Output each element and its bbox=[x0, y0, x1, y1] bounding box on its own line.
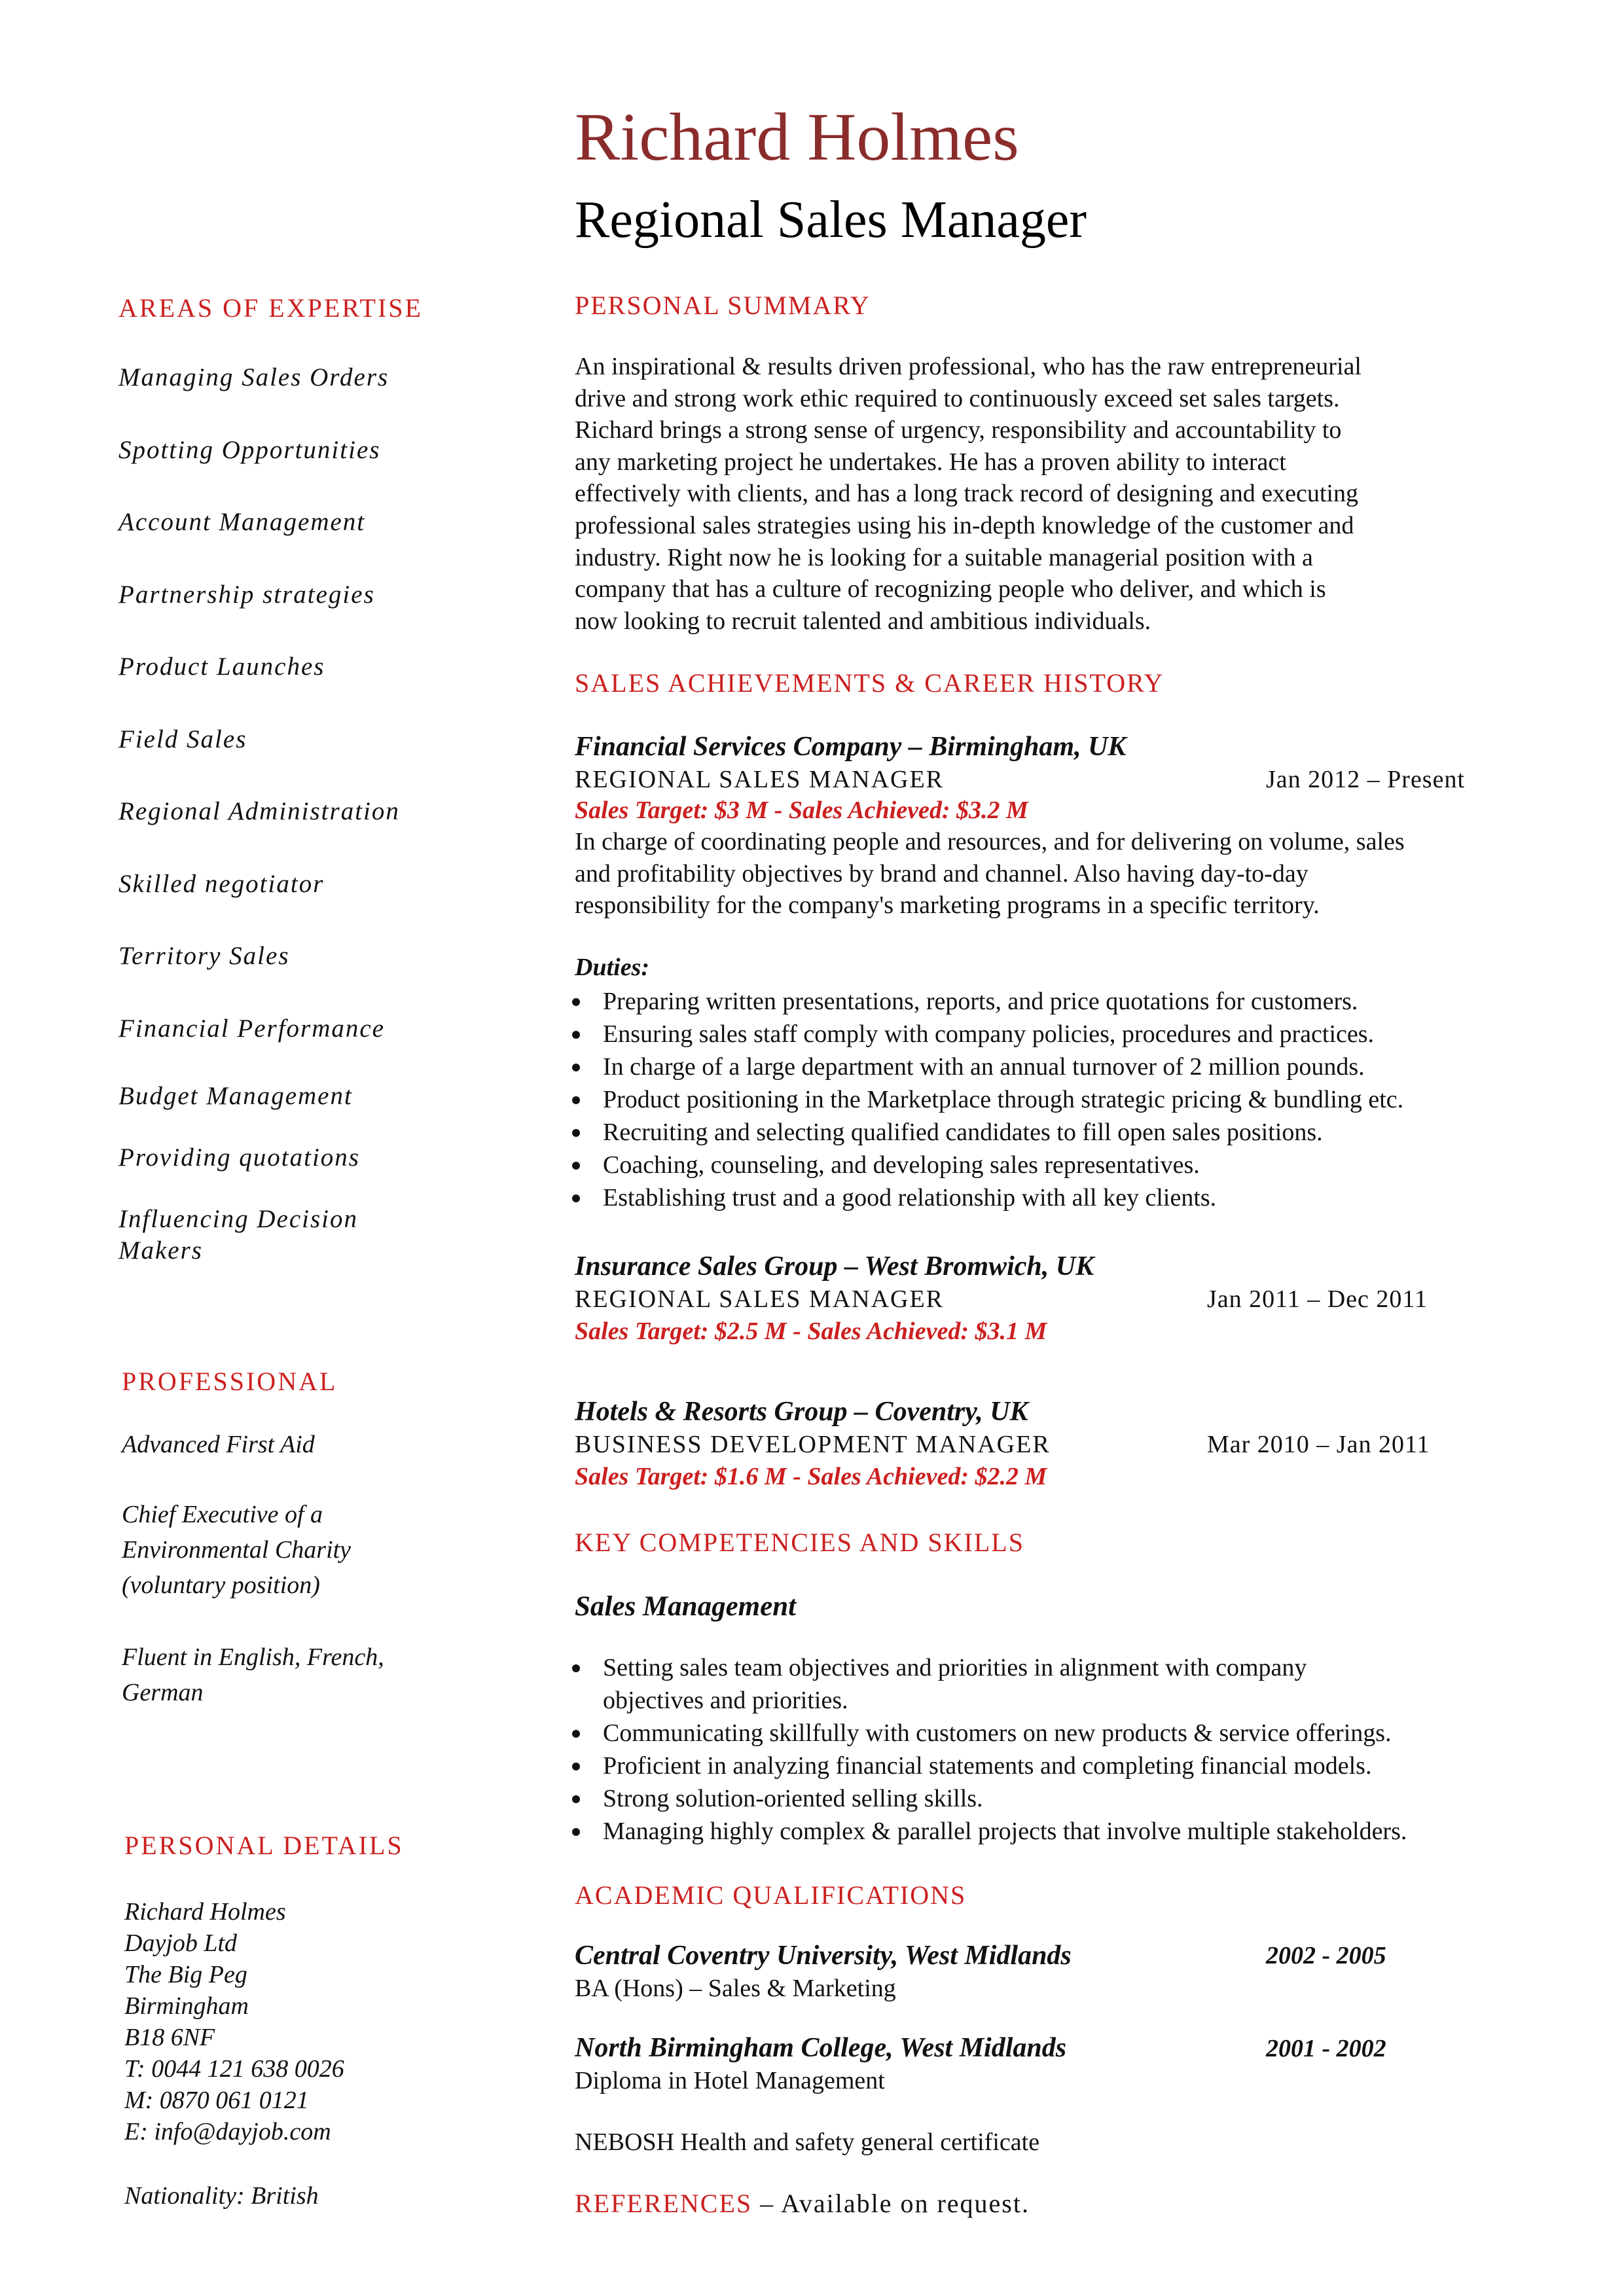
sales-target: Sales Target: $1.6 M - Sales Achieved: $2.2 M bbox=[575, 1463, 1047, 1490]
list-item: Managing highly complex & parallel projects that involve multiple stakeholders. bbox=[569, 1815, 1407, 1848]
nationality: Nationality: British bbox=[124, 2182, 319, 2210]
list-item: Establishing trust and a good relationship with all key clients. bbox=[569, 1181, 1403, 1214]
duties-list bbox=[569, 985, 1403, 1214]
bullet-icon bbox=[572, 998, 580, 1006]
duties-heading: Duties: bbox=[575, 954, 649, 981]
expertise-item: Managing Sales Orders bbox=[118, 363, 389, 391]
job-role: REGIONAL SALES MANAGER bbox=[575, 1285, 945, 1313]
professional-languages: Fluent in English, French, German bbox=[122, 1643, 384, 1706]
bullet-icon bbox=[572, 1828, 580, 1836]
bullet-icon bbox=[572, 1194, 580, 1202]
expertise-item: Product Launches bbox=[118, 653, 325, 681]
education-award: BA (Hons) – Sales & Marketing bbox=[575, 1975, 896, 2002]
expertise-item: Budget Management bbox=[118, 1082, 353, 1110]
job-dates: Mar 2010 – Jan 2011 bbox=[1207, 1431, 1430, 1458]
bullet-icon bbox=[572, 1730, 580, 1738]
job-role: REGIONAL SALES MANAGER bbox=[575, 766, 945, 793]
references-text: – Available on request. bbox=[752, 2189, 1030, 2218]
skills-list bbox=[569, 1651, 1407, 1848]
education-years: 2001 - 2002 bbox=[1266, 2035, 1386, 2062]
list-item: Recruiting and selecting qualified candidates to fill open sales positions. bbox=[569, 1116, 1403, 1149]
personal-details: Richard Holmes Dayjob Ltd The Big Peg Birmingham B18 6NF T: 0044 121 638 0026 M: 0870 061 0121 E: info@dayjob.com bbox=[124, 1898, 344, 2145]
job-description: In charge of coordinating people and resources, and for delivering on volume, sales and profitability objectives by brand and channel. Also having day-to-day responsibility for the company's marketing programs in a specific territory. bbox=[575, 828, 1405, 920]
list-item: Communicating skillfully with customers on new products & service offerings. bbox=[569, 1717, 1407, 1749]
job-company: Insurance Sales Group – West Bromwich, UK bbox=[575, 1251, 1094, 1282]
professional-charity: Chief Executive of a Environmental Charity (voluntary position) bbox=[122, 1501, 352, 1599]
bullet-icon bbox=[572, 1064, 580, 1071]
education-award: Diploma in Hotel Management bbox=[575, 2067, 885, 2094]
references-line bbox=[575, 2188, 1030, 2219]
education-school: Central Coventry University, West Midlands bbox=[575, 1941, 1072, 1971]
skills-heading: KEY COMPETENCIES AND SKILLS bbox=[575, 1528, 1024, 1557]
expertise-heading: AREAS OF EXPERTISE bbox=[118, 293, 423, 323]
job-dates: Jan 2012 – Present bbox=[1266, 766, 1466, 793]
expertise-item: Influencing Decision bbox=[118, 1205, 358, 1233]
skills-subheading: Sales Management bbox=[575, 1591, 797, 1622]
bullet-icon bbox=[572, 1763, 580, 1770]
expertise-item: Account Management bbox=[118, 508, 366, 536]
bullet-icon bbox=[572, 1795, 580, 1803]
summary-paragraph: An inspirational & results driven professional, who has the raw entrepreneurial drive and strong work ethic required to continuously exceed set sales targets. Richard brings a strong sense of urgency, responsibility and accountability to any marketing project he undertakes. He has a proven ability to interact effectively with clients, and has a long track record of designing and executing professional sales strategies using his in-depth knowledge of the customer and industry. Right now he is looking for a suitable managerial position with a company that has a culture of recognizing people who deliver, and which is now looking to recruit talented and ambitious individuals. bbox=[575, 353, 1362, 635]
bullet-icon bbox=[572, 1031, 580, 1039]
professional-first-aid: Advanced First Aid bbox=[122, 1431, 315, 1458]
sales-target: Sales Target: $2.5 M - Sales Achieved: $3.1 M bbox=[575, 1318, 1047, 1345]
summary-heading: PERSONAL SUMMARY bbox=[575, 291, 871, 320]
job-company: Hotels & Resorts Group – Coventry, UK bbox=[575, 1397, 1028, 1427]
expertise-item: Regional Administration bbox=[118, 797, 400, 825]
bullet-icon bbox=[572, 1129, 580, 1137]
expertise-item: Providing quotations bbox=[118, 1143, 360, 1172]
expertise-item: Territory Sales bbox=[118, 942, 290, 970]
job-company: Financial Services Company – Birmingham, UK bbox=[575, 732, 1127, 762]
candidate-name: Richard Holmes bbox=[575, 99, 1019, 175]
references-label: REFERENCES bbox=[575, 2189, 753, 2218]
candidate-title: Regional Sales Manager bbox=[575, 191, 1087, 249]
list-item: Product positioning in the Marketplace through strategic pricing & bundling etc. bbox=[569, 1083, 1403, 1116]
bullet-icon bbox=[572, 1664, 580, 1672]
expertise-item: Skilled negotiator bbox=[118, 870, 325, 898]
bullet-icon bbox=[572, 1096, 580, 1104]
personal-details-heading: PERSONAL DETAILS bbox=[124, 1831, 404, 1860]
list-item: Preparing written presentations, reports, and price quotations for customers. bbox=[569, 985, 1403, 1018]
professional-heading: PROFESSIONAL bbox=[122, 1367, 338, 1396]
list-item: Setting sales team objectives and priorities in alignment with company objectives and priorities. bbox=[569, 1651, 1407, 1717]
career-heading: SALES ACHIEVEMENTS & CAREER HISTORY bbox=[575, 668, 1164, 698]
job-dates: Jan 2011 – Dec 2011 bbox=[1207, 1285, 1428, 1313]
bullet-icon bbox=[572, 1162, 580, 1170]
education-school: North Birmingham College, West Midlands bbox=[575, 2033, 1067, 2063]
list-item: Strong solution-oriented selling skills. bbox=[569, 1782, 1407, 1815]
list-item: In charge of a large department with an annual turnover of 2 million pounds. bbox=[569, 1050, 1403, 1083]
certificate: NEBOSH Health and safety general certificate bbox=[575, 2128, 1040, 2156]
sales-target: Sales Target: $3 M - Sales Achieved: $3.2 M bbox=[575, 797, 1028, 824]
list-item: Ensuring sales staff comply with company policies, procedures and practices. bbox=[569, 1018, 1403, 1050]
expertise-item: Partnership strategies bbox=[118, 581, 375, 609]
list-item: Proficient in analyzing financial statements and completing financial models. bbox=[569, 1749, 1407, 1782]
academic-heading: ACADEMIC QUALIFICATIONS bbox=[575, 1880, 967, 1910]
expertise-item: Financial Performance bbox=[118, 1014, 385, 1043]
job-role: BUSINESS DEVELOPMENT MANAGER bbox=[575, 1431, 1051, 1458]
expertise-item: Makers bbox=[118, 1236, 203, 1265]
list-item: Coaching, counseling, and developing sales representatives. bbox=[569, 1149, 1403, 1181]
expertise-item: Field Sales bbox=[118, 725, 247, 753]
education-years: 2002 - 2005 bbox=[1266, 1942, 1386, 1969]
expertise-item: Spotting Opportunities bbox=[118, 436, 381, 464]
